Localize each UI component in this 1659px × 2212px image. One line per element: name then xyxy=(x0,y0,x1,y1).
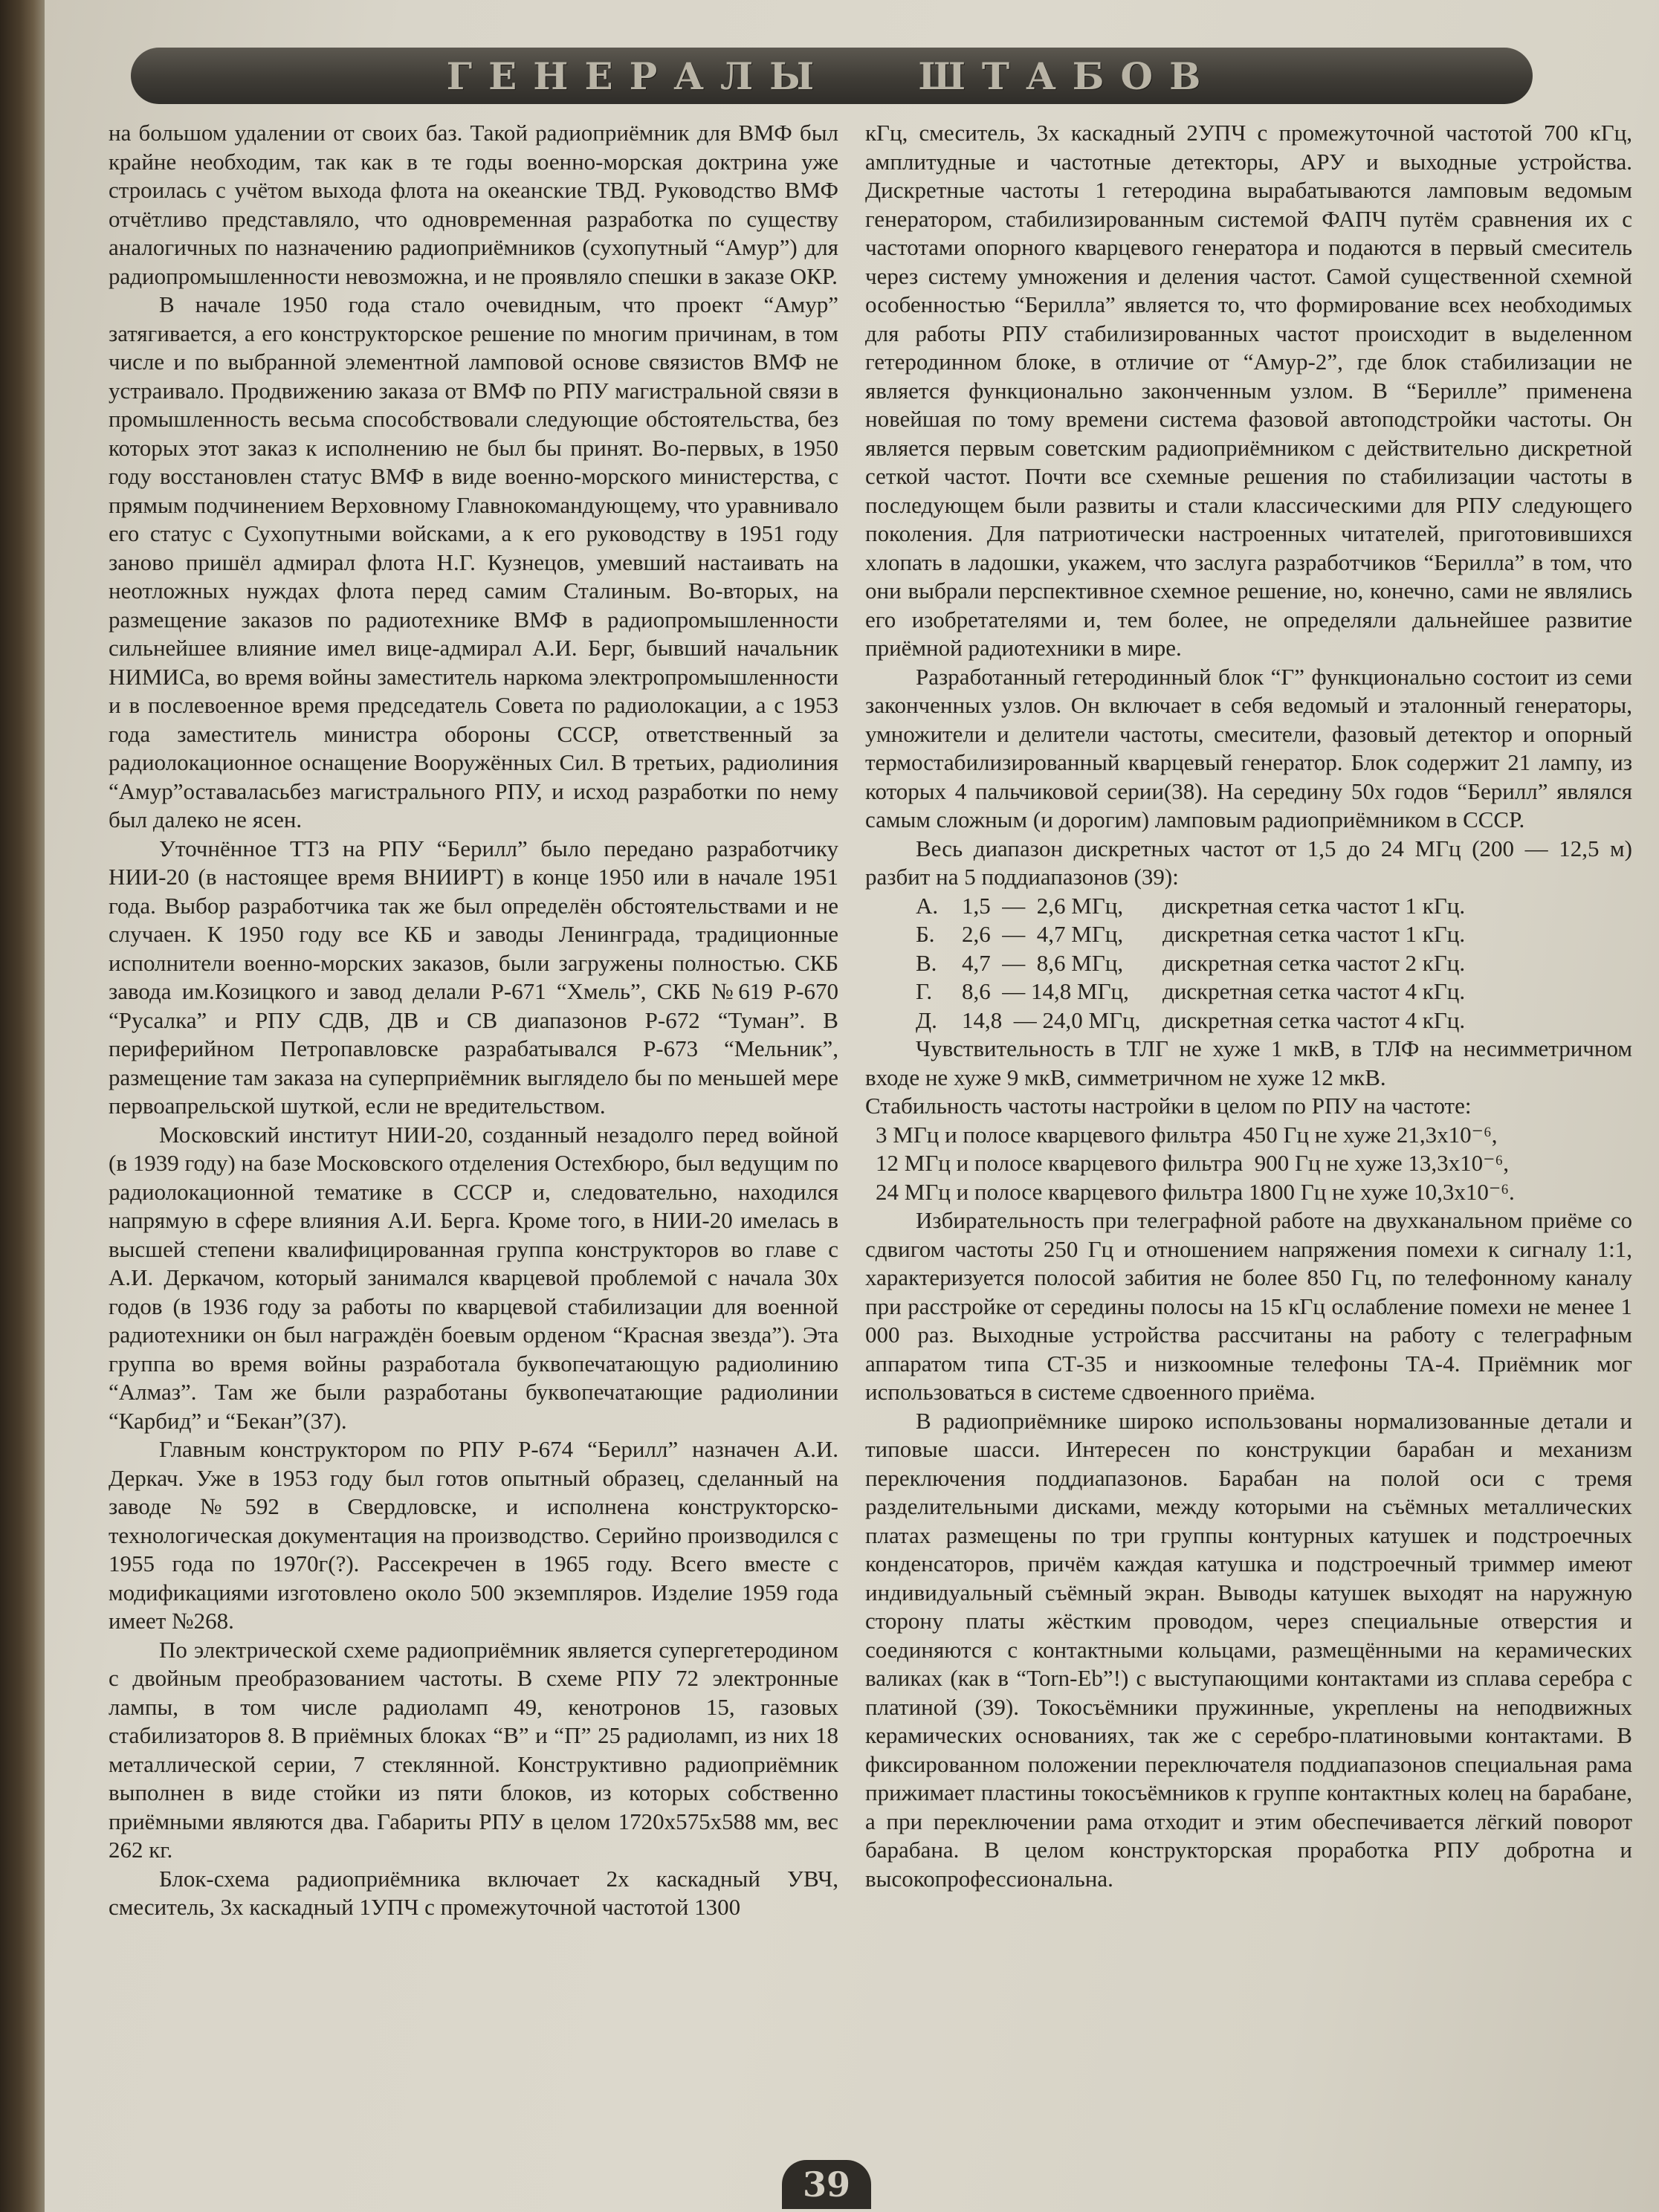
list-item xyxy=(865,892,1632,921)
subband-letter: Б. xyxy=(916,921,935,947)
subband-range: 2,6 — 4,7 МГц, xyxy=(962,921,1124,947)
paragraph: кГц, смеситель, 3х каскадный 2УПЧ с промежуточной частотой 700 кГц, амплитудные и частотные детекторы, АРУ и выходные устройства. Дискретные частоты 1 гетеродина вырабатываются ламповым ведомым генератором, стабилизированным системой ФАПЧ путём сравнения их с частотами опорного кварцевого генератора и подаются в первый смеситель через систему умножения и деления частот. Самой существенной схемной особенностью “Берилла” является то, что формирование всех необходимых для работы РПУ стабилизированных частот происходит в выделенном гетеродинном блоке, в отличие от “Амур-2”, где блок стабилизации не является функционально законченным узлом. В “Берилле” применена новейшая по тому времени система фазовой автоподстройки частоты. Он является первым советским радиоприёмником с действительно дискретной сеткой частот. Почти все схемные решения по стабилизации частоты в последующем были развиты и стали классическими для РПУ следующего поколения. Для патриотически настроенных читателей, приготовившихся хлопать в ладошки, укажем, что заслуга разработчиков “Берилла” в том, что они выбрали перспективное схемное решение, но, конечно, сами не являлись его изобретателями и, тем более, не определяли дальнейшее развитие приёмной радиотехники в мире. xyxy=(865,120,1632,661)
right-column xyxy=(865,119,1632,2118)
subband-range: 8,6 — 14,8 МГц, xyxy=(962,978,1129,1004)
subband-letter: Д. xyxy=(916,1006,937,1033)
subband-letter: Г. xyxy=(916,978,933,1004)
paragraph: По электрической схеме радиоприёмник является супергетеродином с двойным преобразованием частоты. В схеме РПУ 72 электронные лампы, в том числе радиоламп 49, кенотронов 15, газовых стабилизаторов 8. В приёмных блоках “В” и “П” 25 радиоламп, из них 18 металлической серии, 7 стеклянной. Конструктивно радиоприёмник выполнен в виде стойки из пяти блоков, из которых собственно приёмными являются два. Габариты РПУ в целом 1720х575х588 мм, вес 262 кг. xyxy=(109,1636,838,1863)
paragraph: Разработанный гетеродинный блок “Г” функционально состоит из семи законченных узлов. Он включает в себя ведомый и эталонный генераторы, умножители и делители частоты, смесители, фазовый детектор и опорный термостабилизированный кварцевый генератор. Блок содержит 21 лампу, из которых 4 пальчиковой серии(38). На середину 50х годов “Берилл” являлся самым сложным (и дорогим) ламповым радиоприёмником в СССР. xyxy=(865,663,1632,832)
book-spine xyxy=(0,0,45,2212)
page-number: 39 xyxy=(802,2164,850,2205)
section-header-bar xyxy=(131,48,1533,104)
subband-grid: дискретная сетка частот 4 кГц. xyxy=(1162,978,1466,1004)
paragraph: на большом удалении от своих баз. Такой радиоприёмник для ВМФ был крайне необходим, так как в те годы военно-морская доктрина уже строилась с учётом выхода флота на океанские ТВД. Руководство ВМФ отчётливо представляло, что одновременная разработка по существу аналогичных по назначению радиоприёмников (сухопутный “Амур”) для радиопромышленности невозможна, и не проявляло спешки в заказе ОКР. xyxy=(109,120,838,289)
paragraph: Чувствительность в ТЛГ не хуже 1 мкВ, в ТЛФ на несимметричном входе не хуже 9 мкВ, симметричном не хуже 12 мкВ. xyxy=(865,1035,1632,1090)
list-item xyxy=(865,920,1632,949)
subband-grid: дискретная сетка частот 1 кГц. xyxy=(1162,892,1466,919)
page-number-badge xyxy=(782,2160,871,2209)
section-header-title: ГЕНЕРАЛЫ ШТАБОВ xyxy=(446,54,1217,98)
paragraph: В радиоприёмнике широко использованы нормализованные детали и типовые шасси. Интересен по конструкции барабан и механизм переключения поддиапазонов. Барабан на полой оси с тремя разделительными дисками, между которыми на съёмных металлических платах размещены по три группы контурных катушек и подстроечных конденсаторов, причём каждая катушка и подстроечный триммер имеют индивидуальный съёмный экран. Выводы катушек выходят на наружную сторону платы жёстким проводом, через специальные отверстия и соединяются с контактными кольцами, размещёнными на керамических валиках (как в “Torn-Eb”!) с выступающими контактами из сплава серебра с платиной (39). Токосъёмники пружинные, укреплены на неподвижных керамических основаниях, так же с серебро-платиновыми контактами. В фиксированном положении переключателя поддиапазонов специальная рама прижимает пластины токосъёмников к группе контактных колец на барабане, а при переключении рама отходит и этим обеспечивается лёгкий поворот барабана. В целом конструкторская проработка РПУ добротна и высокопрофессиональна. xyxy=(865,1407,1632,1892)
stability-line: 24 МГц и полосе кварцевого фильтра 1800 Гц не хуже 10,3х10⁻⁶. xyxy=(876,1178,1515,1205)
list-item xyxy=(865,949,1632,978)
paragraph: Московский институт НИИ-20, созданный незадолго перед войной (в 1939 году) на базе Московского отделения Остехбюро, был ведущим по радиолокационной тематике в СССР и, следовательно, находился напрямую в сфере влияния А.И. Берга. Кроме того, в НИИ-20 имелась в высшей степени квалифицированная группа конструкторов во главе с А.И. Деркачом, который занимался кварцевой проблемой с начала 30х годов (в 1936 году за работы по кварцевой стабилизации для военной радиотехники он был награждён боевым орденом “Красная звезда”). Эта группа во время войны разработала буквопечатающую радиолинию “Алмаз”. Там же были разработаны буквопечатающие радиолинии “Карбид” и “Бекан”(37). xyxy=(109,1121,838,1434)
subband-range: 1,5 — 2,6 МГц, xyxy=(962,892,1124,919)
paragraph: Весь диапазон дискретных частот от 1,5 до 24 МГц (200 — 12,5 м) разбит на 5 поддиапазонов (39): xyxy=(865,835,1632,890)
subband-range: 4,7 — 8,6 МГц, xyxy=(962,949,1124,976)
paragraph: Избирательность при телеграфной работе на двухканальном приёме со сдвигом частоты 250 Гц и отношением напряжения помехи к сигналу 1:1, характеризуется полосой забития не более 850 Гц, по телефонному каналу при расстройке от середины полосы на 15 кГц ослабление помехи не менее 1 000 раз. Выходные устройства рассчитаны на работу с телеграфным аппаратом типа СТ-35 и низкоомные телефоны ТА-4. Приёмник мог использоваться в системе сдвоенного приёма. xyxy=(865,1207,1632,1405)
subband-letter: В. xyxy=(916,949,937,976)
list-item xyxy=(865,1006,1632,1035)
paragraph: Стабильность частоты настройки в целом по РПУ на частоте: xyxy=(865,1093,1472,1119)
page xyxy=(45,0,1659,2212)
stability-line: 3 МГц и полосе кварцевого фильтра 450 Гц не хуже 21,3х10⁻⁶, xyxy=(876,1121,1498,1148)
list-item xyxy=(865,977,1632,1006)
paragraph: Уточнённое ТТЗ на РПУ “Берилл” было передано разработчику НИИ-20 (в настоящее время ВНИИРТ) в конце 1950 или в начале 1951 года. Выбор разработчика так же был определён обстоятельствами и не случаен. К 1950 году все КБ и заводы Ленинграда, традиционные исполнители военно-морских заказов, были загружены полностью. СКБ завода им.Козицкого и завод делали Р-671 “Хмель”, СКБ №619 Р-670 “Русалка” и РПУ СДВ, ДВ и СВ диапазонов Р-672 “Туман”. В периферийном Петропавловске разрабатывался Р-673 “Мельник”, размещение там заказа на суперприёмник выглядело бы по меньшей мере первоапрельской шуткой, если не вредительством. xyxy=(109,835,838,1119)
paragraph: В начале 1950 года стало очевидным, что проект “Амур” затягивается, а его конструкторское решение по многим причинам, в том числе и по выбранной элементной ламповой основе связистов ВМФ не устраивало. Продвижению заказа от ВМФ по РПУ магистральной связи в промышленность весьма способствовали следующие обстоятельства, без которых этот заказ к исполнению не был бы принят. Во-первых, в 1950 году восстановлен статус ВМФ в виде военно-морского министерства, с прямым подчинением Верховному Главнокомандующему, что уравнивало его статус с Сухопутными войсками, а к его руководству в 1951 году заново пришёл адмирал флота Н.Г. Кузнецов, умевший настаивать на неотложных нуждах флота перед самим Сталиным. Во-вторых, на размещение заказов по радиотехнике ВМФ в радиопромышленности сильнейшее влияние имел вице-адмирал А.И. Берг, бывший начальник НИМИСа, во время войны заместитель наркома электропромышленности и в послевоенное время председатель Совета по радиолокации, а с 1953 года заместитель министра обороны СССР, ответственный за радиолокационное оснащение Вооружённых Сил. В третьих, радиолиния “Амур”оставаласьбез магистрального РПУ, и исход разработки по нему был далеко не ясен. xyxy=(109,291,838,832)
stability-line: 12 МГц и полосе кварцевого фильтра 900 Гц не хуже 13,3х10⁻⁶, xyxy=(876,1150,1510,1176)
subband-grid: дискретная сетка частот 4 кГц. xyxy=(1162,1006,1466,1033)
left-column xyxy=(109,119,838,2118)
subband-list xyxy=(865,892,1632,1035)
subband-grid: дискретная сетка частот 1 кГц. xyxy=(1162,921,1466,947)
subband-range: 14,8 — 24,0 МГц, xyxy=(962,1006,1141,1033)
subband-letter: А. xyxy=(916,892,939,919)
subband-grid: дискретная сетка частот 2 кГц. xyxy=(1162,949,1466,976)
paragraph: Блок-схема радиоприёмника включает 2х каскадный УВЧ, смеситель, 3х каскадный 1УПЧ с промежуточной частотой 1300 xyxy=(109,1865,838,1920)
paragraph: Главным конструктором по РПУ Р-674 “Берилл” назначен А.И. Деркач. Уже в 1953 году был готов опытный образец, сделанный на заводе №592 в Свердловске, и исполнена конструкторско-технологическая документация на производство. Серийно производился с 1955 года по 1970г(?). Рассекречен в 1965 году. Всего вместе с модификациями изготовлено около 500 экземпляров. Изделие 1959 года имеет №268. xyxy=(109,1436,838,1634)
